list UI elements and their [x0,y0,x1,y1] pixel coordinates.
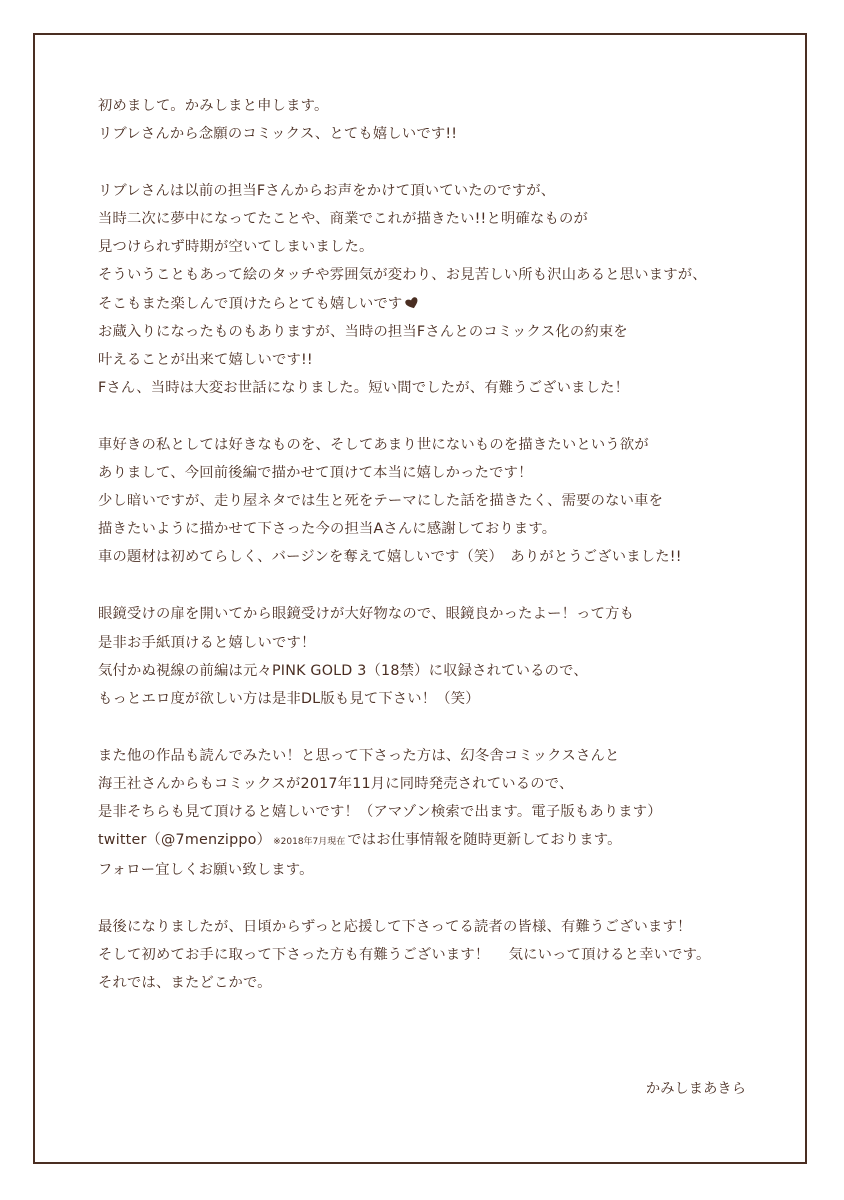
text-line: 是非お手紙頂けると嬉しいです！ [98,634,316,651]
text-line: 描きたいように描かせて下さった今の担当Aさんに感謝しております。 [98,521,557,538]
text-line: もっとエロ度が欲しい方は是非DL版も見て下さい！（笑） [98,690,480,707]
text-line: お蔵入りになったものもありますが、当時の担当Fさんとのコミックス化の約束を [98,323,628,340]
text-line: 見つけられず時期が空いてしまいました。 [98,239,374,256]
text-line: リブレさんから念願のコミックス、とても嬉しいです!! [98,126,458,143]
afterword-letter [98,92,778,1027]
text-line: フォロー宜しくお願い致します。 [98,862,314,879]
text-line: Fさん、当時は大変お世話になりました。短い間でしたが、有難うございました！ [98,379,630,396]
date-note: ※2018年7月現在 [273,837,346,848]
text-line: そういうこともあって絵のタッチや雰囲気が変わり、お見苦しい所も沢山あると思いますが、 [98,267,707,284]
text-line: 眼鏡受けの扉を開いてから眼鏡受けが大好物なので、眼鏡良かったよー！って方も [98,606,635,623]
text-line: 最後になりましたが、日頃からずっと応援して下さってる読者の皆様、有難うございます！ [98,919,692,936]
text-line: 少し暗いですが、走り屋ネタでは生と死をテーマにした話を描きたく、需要のない車を [98,493,664,510]
twitter-line [98,826,778,856]
twitter-handle: twitter（@7menzippo） [98,832,272,849]
text-line-with-heart [98,290,778,318]
paragraph-greeting [98,92,778,148]
text-line: それでは、またどこかで。 [98,975,272,992]
text-line: 是非そちらも見て頂けると嬉しいです！（アマゾン検索で出ます。電子版もあります） [98,803,662,820]
text-line: 車の題材は初めてらしく、バージンを奪えて嬉しいです（笑） ありがとうございました!! [98,549,682,566]
author-signature: かみしまあきら [645,1081,746,1097]
text-line: 叶えることが出来て嬉しいです!! [98,351,313,368]
text-line: リブレさんは以前の担当Fさんからお声をかけて頂いていたのですが、 [98,183,556,200]
text-line: 初めまして。かみしまと申します。 [98,98,329,114]
heart-icon [405,297,419,309]
text-line: 当時二次に夢中になってたことや、商業でこれが描きたい!!と明確なものが [98,211,588,228]
text-segment: そこもまた楽しんで頂けたらとても嬉しいです [98,295,403,312]
paragraph-history [98,177,778,402]
text-line: 車好きの私としては好きなものを、そしてあまり世にないものを描きたいという欲が [98,436,649,453]
paragraph-closing [98,913,778,997]
text-line: そして初めてお手に取って下さった方も有難うございます！ 気にいって頂けると幸いです。 [98,947,711,964]
text-line: ありまして、今回前後編で描かせて頂けて本当に嬉しかったです！ [98,465,533,482]
paragraph-glasses [98,600,778,712]
text-line: 海王社さんからもコミックスが2017年11月に同時発売されているので、 [98,775,574,792]
paragraph-other-works [98,742,778,884]
text-line: 気付かぬ視線の前編は元々PINK GOLD 3（18禁）に収録されているので、 [98,662,588,679]
text-segment: ではお仕事情報を随時更新しております。 [347,832,622,849]
text-line: また他の作品も読んでみたい！と思って下さった方は、幻冬舎コミックスさんと [98,747,620,764]
paragraph-cars [98,431,778,571]
